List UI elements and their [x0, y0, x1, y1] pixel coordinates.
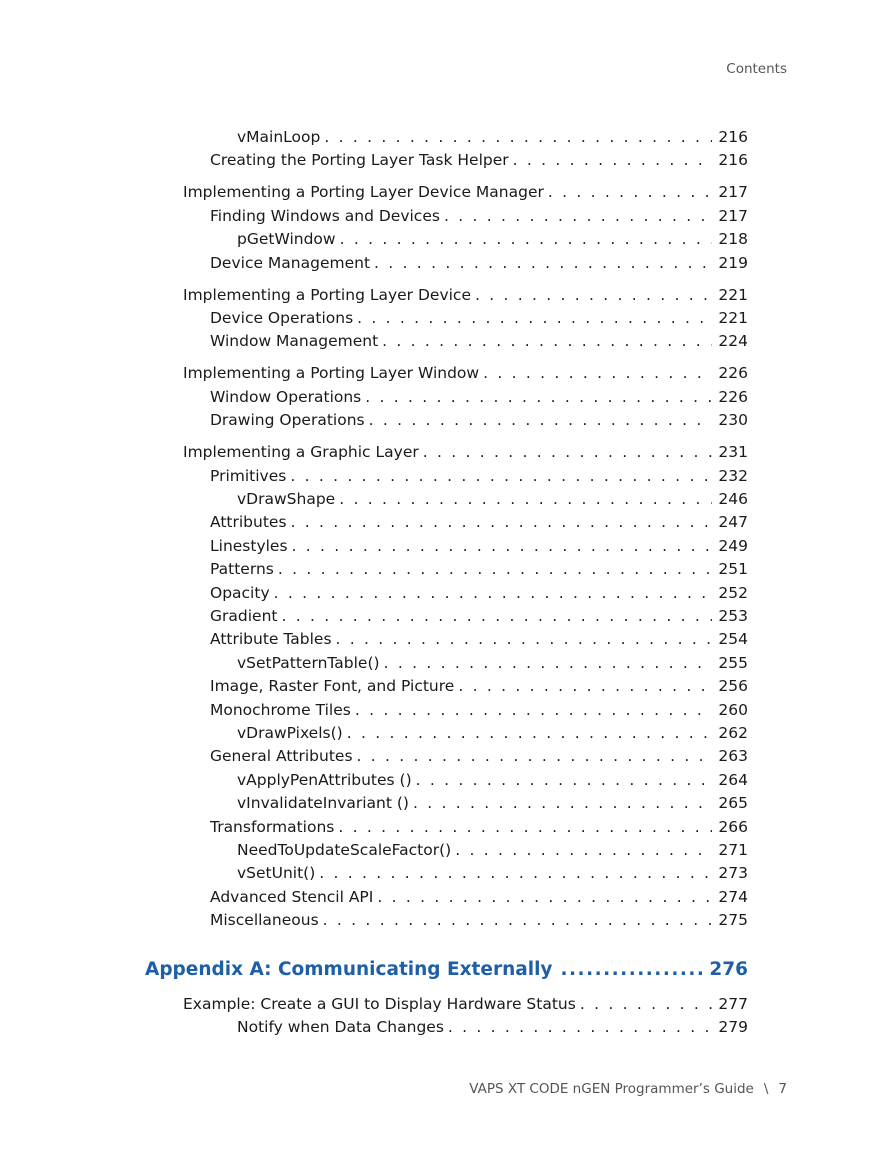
toc-entry[interactable] — [210, 252, 748, 274]
toc-entry[interactable] — [237, 769, 748, 791]
toc-entry-title: Implementing a Graphic Layer — [183, 443, 419, 462]
toc-entry[interactable] — [210, 628, 748, 650]
toc-entry-page: 264 — [718, 770, 748, 789]
toc-entry-page: 216 — [718, 128, 748, 146]
toc-entry[interactable] — [237, 862, 748, 884]
page-number: 7 — [778, 1081, 787, 1097]
toc-entry-title: Notify when Data Changes — [237, 1018, 444, 1036]
toc-entry-page: 254 — [718, 630, 748, 649]
dot-leader — [274, 582, 713, 604]
toc-entry[interactable] — [210, 558, 748, 580]
toc-entry[interactable] — [210, 149, 748, 171]
toc-entry-page: 252 — [718, 583, 748, 602]
toc-entry[interactable] — [210, 511, 748, 533]
dot-leader — [384, 652, 713, 674]
dot-leader — [324, 126, 712, 148]
dot-leader — [423, 441, 713, 463]
dot-leader — [382, 330, 712, 352]
toc-entry-title: Creating the Porting Layer Task Helper — [210, 151, 509, 170]
toc-entry-page: 249 — [718, 536, 748, 555]
dot-leader — [377, 886, 712, 908]
toc-entry[interactable] — [210, 465, 748, 487]
toc-entry-page: 224 — [718, 332, 748, 351]
toc-entry-title: Opacity — [210, 583, 270, 602]
toc-entry-page: 256 — [718, 677, 748, 696]
dot-leader — [319, 862, 712, 884]
toc-entry[interactable] — [237, 488, 748, 510]
toc-entry-title: Window Management — [210, 332, 379, 351]
toc-entry[interactable] — [210, 675, 748, 697]
toc-entry[interactable] — [210, 535, 748, 557]
toc-entry-title: Implementing a Porting Layer Device — [183, 285, 471, 304]
toc-entry-title: General Attributes — [210, 747, 353, 766]
toc-entry-page: 265 — [718, 794, 748, 813]
toc-entry[interactable] — [237, 722, 748, 744]
toc-entry[interactable] — [183, 284, 748, 306]
toc-entry[interactable] — [237, 228, 748, 250]
dot-leader — [369, 409, 713, 431]
toc-entry-title: Example: Create a GUI to Display Hardware Status — [183, 994, 576, 1013]
toc-entry[interactable] — [210, 699, 748, 721]
toc-entry[interactable] — [210, 582, 748, 604]
toc-entry-page: 275 — [718, 911, 748, 930]
toc-entry[interactable] — [237, 652, 748, 674]
dot-leader — [444, 205, 712, 227]
toc-entry-page: 260 — [718, 700, 748, 719]
toc-entry-page: 226 — [718, 364, 748, 383]
toc-entry-page: 262 — [718, 724, 748, 742]
dot-leader — [278, 558, 713, 580]
toc-entry-page: 219 — [718, 253, 748, 272]
dot-leader — [340, 228, 713, 250]
toc-entry-title: vSetPatternTable() — [237, 653, 380, 672]
toc-entry-title: vApplyPenAttributes () — [237, 770, 412, 789]
dot-leader — [475, 284, 712, 306]
dot-leader — [448, 1016, 713, 1038]
appendix-title: Appendix A: Communicating Externally — [145, 958, 553, 980]
toc-entry-title: Linestyles — [210, 536, 288, 555]
toc-entry-title: Finding Windows and Devices — [210, 206, 440, 225]
toc-entry-page: 232 — [718, 466, 748, 485]
toc-entry-page: 253 — [718, 607, 748, 625]
dot-leader — [357, 745, 713, 767]
dot-leader — [291, 511, 713, 533]
toc-entry-title: Drawing Operations — [210, 411, 365, 430]
toc-entry-title: pGetWindow — [237, 230, 336, 249]
toc-entry-page: 247 — [718, 513, 748, 532]
toc-entry[interactable] — [237, 792, 748, 814]
dot-leader — [338, 816, 712, 838]
toc-entry-page: 218 — [718, 230, 748, 249]
dot-leader — [513, 149, 713, 171]
dot-leader — [292, 535, 713, 557]
toc-entry-title: Patterns — [210, 560, 274, 579]
dot-leader — [413, 792, 712, 814]
toc-entry-title: Miscellaneous — [210, 911, 319, 930]
dot-leader — [357, 307, 712, 329]
toc-entry[interactable] — [183, 441, 748, 463]
dot-leader — [365, 386, 712, 408]
toc-entry-page: 255 — [718, 653, 748, 672]
appendix-page: 276 — [709, 958, 748, 980]
toc-entry-title: Device Management — [210, 253, 371, 272]
toc-entry[interactable] — [183, 362, 748, 384]
dot-leader — [548, 181, 713, 203]
toc-entry-page: 221 — [718, 309, 748, 327]
toc-entry-title: Device Operations — [210, 309, 354, 327]
running-footer — [469, 1081, 787, 1097]
toc-entry-title: Implementing a Porting Layer Device Manager — [183, 183, 544, 202]
toc-entry[interactable] — [210, 605, 748, 627]
dot-leader — [455, 839, 712, 861]
toc-entry[interactable] — [210, 909, 748, 931]
toc-entry-page: 274 — [718, 887, 748, 906]
toc-entry-page: 273 — [718, 864, 748, 883]
toc-entry-title: vDrawPixels() — [237, 724, 343, 742]
footer-separator: \ — [763, 1081, 769, 1097]
toc-entry[interactable] — [237, 839, 748, 861]
toc-entry-title: Primitives — [210, 466, 287, 485]
dot-leader — [290, 465, 712, 487]
toc-entry-title: vMainLoop — [237, 128, 321, 146]
toc-entry[interactable] — [210, 307, 748, 329]
dot-leader — [580, 993, 713, 1015]
toc-entry[interactable] — [210, 745, 748, 767]
toc-entry[interactable] — [210, 816, 748, 838]
dot-leader — [339, 488, 712, 510]
toc-entry-title: vSetUnit() — [237, 864, 316, 883]
toc-entry-page: 217 — [718, 183, 748, 202]
toc-entry-title: Attribute Tables — [210, 630, 332, 649]
toc-entry-page: 271 — [718, 841, 748, 859]
toc-entry-title: Implementing a Porting Layer Window — [183, 364, 480, 383]
toc-entry-title: vInvalidateInvariant () — [237, 794, 409, 813]
toc-entry-title: Window Operations — [210, 387, 362, 406]
toc-entry-title: Advanced Stencil API — [210, 887, 374, 906]
toc-entry-title: NeedToUpdateScaleFactor() — [237, 841, 452, 859]
toc-entry[interactable] — [210, 886, 748, 908]
toc-entry[interactable] — [237, 126, 748, 148]
toc-entry[interactable] — [237, 1016, 748, 1038]
dot-leader — [458, 675, 712, 697]
toc-entry-page: 231 — [718, 443, 748, 462]
toc-entry[interactable] — [210, 386, 748, 408]
toc-entry[interactable] — [183, 181, 748, 203]
dot-leader — [323, 909, 713, 931]
guide-title: VAPS XT CODE nGEN Programmer’s Guide — [469, 1081, 754, 1097]
toc-entry-page: 279 — [718, 1018, 748, 1036]
toc-entry-page: 221 — [718, 285, 748, 304]
dot-leader — [416, 769, 713, 791]
dot-leader — [374, 252, 712, 274]
toc-entry-page: 217 — [718, 206, 748, 225]
toc-entry-page: 226 — [718, 387, 748, 406]
running-header: Contents — [726, 61, 787, 77]
toc-entry-title: Image, Raster Font, and Picture — [210, 677, 455, 696]
dot-leader — [560, 957, 707, 983]
toc-entry-page: 266 — [718, 817, 748, 836]
toc-entry[interactable] — [183, 993, 748, 1015]
toc-entry[interactable] — [210, 330, 748, 352]
toc-entry-title: Attributes — [210, 513, 287, 532]
toc-entry-title: vDrawShape — [237, 490, 336, 508]
appendix-heading[interactable] — [145, 957, 748, 983]
toc-entry-page: 251 — [718, 560, 748, 579]
toc-entry-title: Transformations — [210, 817, 335, 836]
toc-entry-page: 216 — [718, 151, 748, 170]
toc-entry-title: Monochrome Tiles — [210, 700, 351, 719]
toc-entry-title: Gradient — [210, 607, 278, 625]
dot-leader — [483, 362, 712, 384]
dot-leader — [355, 699, 713, 721]
toc-entry-page: 263 — [718, 747, 748, 766]
dot-leader — [347, 722, 713, 744]
dot-leader — [281, 605, 712, 627]
toc-entry-page: 277 — [718, 994, 748, 1013]
toc-entry-page: 246 — [718, 490, 748, 508]
toc-entry[interactable] — [210, 205, 748, 227]
dot-leader — [336, 628, 713, 650]
toc-entry-page: 230 — [718, 411, 748, 430]
toc-entry[interactable] — [210, 409, 748, 431]
